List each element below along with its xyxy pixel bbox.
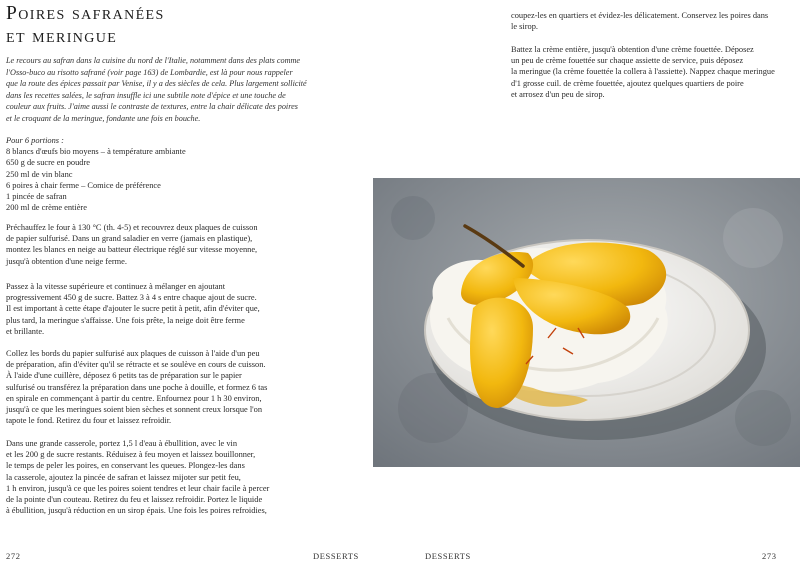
ingredient: 1 pincée de safran xyxy=(6,192,67,202)
text-line: Dans une grande casserole, portez 1,5 l d'eau à ébullition, avec le vin xyxy=(6,439,238,448)
intro-line: l'Osso-buco au risotto safrané (voir page 163) de Lombardie, est là pour nous rappeler xyxy=(6,67,293,77)
text-line: Passez à la vitesse supérieure et continuez à mélanger en ajoutant xyxy=(6,282,226,291)
text-line: Il est important à cette étape d'ajouter le sucre petit à petit, afin d'éviter que, xyxy=(6,304,260,314)
ingredient: 200 ml de crème entière xyxy=(6,203,87,213)
text-line: sulfurisé ou transférez la préparation dans une poche à douille, et formez 6 tas xyxy=(6,382,268,392)
text-line: jusqu'à ce que les meringues soient bien sèches et sonnent creux lorsque l'on xyxy=(6,405,263,415)
method-step xyxy=(511,10,768,32)
text-line: le sirop. xyxy=(511,22,538,32)
intro-line: Le recours au safran dans la cuisine du nord de l'Italie, notamment dans des plats comme xyxy=(6,56,301,65)
text-line: progressivement 450 g de sucre. Battez 3 à 4 s entre chaque ajout de sucre. xyxy=(6,293,257,303)
text-line: 1 h environ, jusqu'à ce que les poires soient tendres et leur chair facile à percer xyxy=(6,483,270,493)
title-line: Poires safranées xyxy=(6,3,165,24)
method-step xyxy=(6,281,260,337)
intro-line: dans les recettes salées, le safran insuffle ici une subtile note d'épice et une touche de xyxy=(6,90,286,100)
text-line: la casserole, ajoutez la pincée de safran et laissez mijoter sur petit feu, xyxy=(6,472,241,482)
method-step xyxy=(6,222,258,267)
text-line: jusqu'à obtention d'une neige ferme. xyxy=(6,256,127,266)
ingredient: 250 ml de vin blanc xyxy=(6,169,73,179)
intro-line: et le croquant de la meringue, fondante une fois en bouche. xyxy=(6,113,201,123)
recipe-title xyxy=(6,2,165,48)
text-line: coupez-les en quartiers et évidez-les délicatement. Conservez les poires dans xyxy=(511,11,769,20)
method-step xyxy=(6,348,267,426)
page-number: 272 xyxy=(6,551,21,561)
text-line: de papier sulfurisé. Dans un grand saladier en verre (jamais en plastique), xyxy=(6,234,253,244)
text-line: plus tard, la meringue s'affaisse. Une fois prête, la neige doit être ferme xyxy=(6,315,245,325)
intro-line: couleur aux fruits. J'aime aussi le contraste de textures, entre la chair délicate des poires xyxy=(6,102,298,111)
recipe-intro xyxy=(6,55,307,124)
text-line: un peu de crème fouettée sur chaque assiette de service, puis déposez xyxy=(511,56,744,66)
pear-meringue-illustration xyxy=(373,178,800,467)
ingredient: 6 poires à chair ferme – Comice de préférence xyxy=(6,180,161,190)
text-line: à ébullition, jusqu'à réduction en un sirop épais. Une fois les poires refroidies, xyxy=(6,506,267,516)
ingredient: 8 blancs d'œufs bio moyens – à température ambiante xyxy=(6,147,186,157)
section-label: DESSERTS xyxy=(425,551,471,561)
text-line: le temps de peler les poires, en conservant les queues. Plongez-les dans xyxy=(6,461,245,471)
text-line: la meringue (la crème fouettée la collera à l'assiette). Nappez chaque meringue xyxy=(511,67,775,77)
text-line: À l'aide d'une cuillère, déposez 6 petits tas de préparation sur le papier xyxy=(6,371,242,381)
text-line: et les 200 g de sucre restants. Réduisez à feu moyen et laissez bouillonner, xyxy=(6,450,256,460)
intro-line: que la route des épices passait par Venise, il y a des siècles de cela. Plus largement sollicité xyxy=(6,79,307,88)
ingredient: 650 g de sucre en poudre xyxy=(6,158,90,168)
text-line: Battez la crème entière, jusqu'à obtention d'une crème fouettée. Déposez xyxy=(511,45,754,54)
text-line: en spirale en commençant à partir du centre. Enfournez pour 1 h 30 environ, xyxy=(6,393,262,403)
text-line: de la pointe d'un couteau. Retirez du feu et laissez refroidir. Portez le liquide xyxy=(6,495,263,505)
text-line: de préparation, afin d'éviter qu'il se rétracte et se soulève en cours de cuisson. xyxy=(6,360,266,370)
text-line: tapote le fond. Retirez du four et laissez refroidir. xyxy=(6,416,172,426)
text-line: Collez les bords du papier sulfurisé aux plaques de cuisson à l'aide d'un peu xyxy=(6,349,260,358)
servings: Pour 6 portions : xyxy=(6,136,64,145)
text-line: montez les blancs en neige au batteur électrique réglé sur vitesse moyenne, xyxy=(6,245,258,255)
text-line: d'1 grosse cuil. de crème fouettée, ajoutez quelques quartiers de poire xyxy=(511,78,744,88)
method-step xyxy=(511,44,775,100)
text-line: Préchauffez le four à 130 °C (th. 4-5) et recouvrez deux plaques de cuisson xyxy=(6,223,258,232)
text-line: et brillante. xyxy=(6,326,45,336)
section-label: DESSERTS xyxy=(313,551,359,561)
text-line: et arrosez d'un peu de sirop. xyxy=(511,89,605,99)
method-step xyxy=(6,438,269,516)
title-line: et meringue xyxy=(6,26,118,47)
dessert-photo xyxy=(373,178,800,467)
ingredients-block xyxy=(6,135,186,213)
page-number: 273 xyxy=(762,551,777,561)
